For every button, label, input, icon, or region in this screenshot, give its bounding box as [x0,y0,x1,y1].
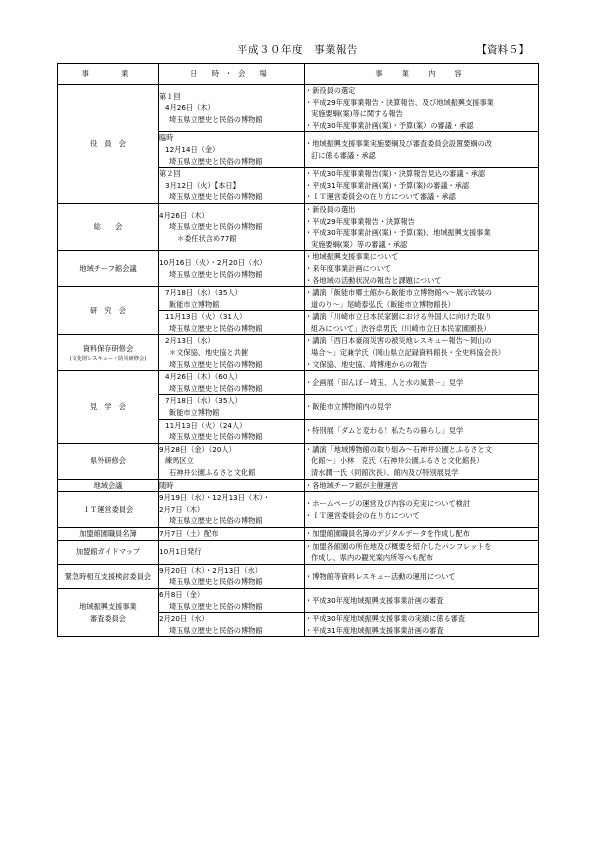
datetime-venue-cell [159,540,305,564]
content-text: ・平成30年度地域振興支援事業の実績に係る審査 [305,614,466,624]
event-name-cell [58,203,159,250]
datetime-line: 埼玉県立歴史と民俗の博物館 [169,601,263,611]
content-bullet [305,120,538,132]
event-name: ＩＴ運営委員会 [82,504,134,514]
content-text: ・ＩＴ運営委員会の在り方について [305,510,420,520]
table-header-row [58,64,539,85]
datetime-line: 2月20日（水） [159,614,209,624]
table-row [58,85,539,132]
content-text: ・文保協、地史協、埼博連からの報告 [305,359,428,369]
content-bullet [305,571,538,583]
content-text: ・地域振興支援事業実施要綱及び審査委員会設置要綱の改 [305,139,492,149]
content-bullet [305,480,538,492]
event-name: 役 員 会 [90,139,126,149]
datetime-venue-cell [159,492,305,528]
content-continuation: 化館～」小林 克氏（石神井公園ふるさと文化館長） [311,456,484,466]
event-name: 地域チーフ館会議 [79,263,137,273]
content-text: ・各地域チーフ館が主催運営 [305,480,399,490]
report-table [57,63,539,637]
datetime-venue-cell [159,371,305,395]
content-bullet [305,444,538,479]
content-text: ・企画展「田んぼ－埼玉、人と水の風景－」見学 [305,378,464,388]
datetime-line: 7月18日（水）（35人） [165,396,242,406]
content-bullet [305,251,538,263]
content-continuation: 訂に係る審議・承認 [311,150,376,160]
event-name-cell [58,527,159,540]
content-bullet [305,85,538,97]
event-name: 県外研修会 [90,456,126,466]
datetime-line: ＊委任状含め77館 [177,233,237,243]
content-cell [305,371,539,395]
content-text: ・各地域の活動状況の報告と課題について [305,275,442,285]
content-bullet [305,227,538,250]
datetime-line: 埼玉県立歴史と民俗の博物館 [169,432,263,442]
content-bullet [305,180,538,192]
datetime-venue-cell [159,335,305,371]
content-bullet [305,311,538,334]
content-bullet [305,541,538,564]
content-text: ・加盟各館園の所在地及び概要を紹介したパンフレットを [305,541,492,551]
event-name-cell [58,479,159,492]
datetime-venue-cell [159,527,305,540]
datetime-line: 埼玉県立歴史と民俗の博物館 [169,156,263,166]
datetime-line: 練馬区立 [165,456,194,466]
content-text: ・ＩＴ運営委員会の在り方について審議・承認 [305,192,456,202]
datetime-line: 随時 [159,480,174,490]
content-text: ・新役員の選出 [305,204,356,214]
datetime-venue-cell [159,443,305,479]
table-row [58,203,539,250]
content-bullet [305,287,538,310]
content-cell [305,419,539,443]
datetime-line: 12月14日（金） [165,144,220,154]
datetime-line: 埼玉県立歴史と民俗の博物館 [169,222,263,232]
content-continuation: 場合～」定兼学氏（岡山県立記録資料館長・全史料協会長） [311,348,506,358]
content-cell [305,132,539,168]
event-name-cell [58,492,159,528]
datetime-line: 石神井公園ふるさと文化館 [169,468,256,477]
content-continuation: 道のり～」尾崎泰弘氏（飯能市立博物館長） [311,299,455,309]
event-name: 緊急時相互支援検討委員会 [64,571,152,581]
datetime-line: 7月18日（水）（35人） [165,288,242,298]
document-label: 【資料５】 [476,44,529,56]
table-row [58,371,539,395]
datetime-venue-cell [159,287,305,311]
content-continuation: 清水潤一氏（同館次長）、館内及び特別展見学 [311,468,459,477]
content-text: ・講演「西日本豪雨災害の被災地レスキュー報告～岡山の [305,336,492,346]
datetime-line: 9月20日（木）・2月13日（水） [159,565,262,575]
table-row [58,540,539,564]
content-cell [305,395,539,419]
event-subtitle: (文化財レスキュー・防災研修会) [69,355,147,362]
column-header-event: 事 業 [58,64,159,85]
datetime-line: 飯能市立博物館 [169,299,220,309]
content-bullet [305,528,538,540]
event-name: 地域会議 [93,480,123,490]
page-title: 平成３０年度 事業報告 [237,44,358,56]
event-name: 総 会 [93,222,123,232]
datetime-line: 3月12日（火）【本日】 [165,180,240,190]
content-cell [305,251,539,287]
datetime-line: 臨時 [159,133,174,143]
datetime-line: 埼玉県立歴史と民俗の博物館 [169,516,263,526]
datetime-venue-cell [159,85,305,132]
table-row [58,527,539,540]
table-row [58,588,539,612]
content-bullet [305,625,538,637]
datetime-line: 2月7日（木） [159,504,205,514]
datetime-line: 埼玉県立歴史と民俗の博物館 [169,577,263,587]
content-bullet [305,275,538,287]
datetime-line: 第２回 [159,169,181,179]
content-text: ・地域振興支援事業について [305,252,399,262]
content-cell [305,527,539,540]
content-bullet [305,498,538,510]
datetime-venue-cell [159,168,305,204]
content-bullet [305,335,538,358]
content-text: ・平成30年度地域振興支援事業計画の審査 [305,595,444,605]
event-name: 見 学 会 [90,402,126,412]
content-continuation: 実施要綱(案)等に関する報告 [311,109,403,119]
event-name-cell [58,564,159,588]
content-bullet [305,204,538,216]
datetime-venue-cell [159,613,305,637]
datetime-line: 埼玉県立歴史と民俗の博物館 [169,323,263,333]
content-bullet [305,377,538,389]
page-header [0,42,595,60]
datetime-line: 2月13日（水） [165,336,215,346]
datetime-line: 6月8日（金） [159,589,205,599]
datetime-line: ＊文保協、地史協と共催 [169,348,249,358]
datetime-venue-cell [159,311,305,335]
datetime-line: 埼玉県立歴史と民俗の博物館 [169,269,263,279]
content-bullet [305,510,538,522]
content-cell [305,492,539,528]
event-name-line: 審査委員会 [90,613,126,623]
datetime-venue-cell [159,479,305,492]
content-cell [305,540,539,564]
content-text: ・平成29年度事業報告・決算報告、及び地域振興支援事業 [305,97,494,107]
event-name: 加盟館ガイドマップ [75,547,141,557]
datetime-venue-cell [159,419,305,443]
content-bullet [305,595,538,607]
datetime-line: 11月13日（火）（24人） [165,420,247,430]
event-name-cell [58,371,159,444]
content-text: ・特別展「ダムと変わる！私たちの暮らし」見学 [305,426,464,436]
content-cell [305,443,539,479]
event-name-cell [58,251,159,287]
datetime-venue-cell [159,395,305,419]
datetime-line: 第１回 [159,91,181,101]
content-bullet [305,359,538,371]
content-cell [305,203,539,250]
table-row [58,564,539,588]
content-text: ・来年度事業計画について [305,263,392,273]
event-name: 研 究 会 [90,305,126,315]
content-bullet [305,216,538,228]
content-bullet [305,263,538,275]
datetime-venue-cell [159,251,305,287]
content-cell [305,588,539,612]
column-header-content: 事 業 内 容 [305,64,539,85]
datetime-line: 4月26日（木） [165,103,215,113]
datetime-line: 埼玉県立歴史と民俗の博物館 [169,359,263,369]
content-bullet [305,425,538,437]
content-cell [305,564,539,588]
content-cell [305,613,539,637]
content-text: ・平成31年度事業計画(案)・予算(案)の審議・承認 [305,180,470,190]
content-text: ・平成30年度事業計画(案)・予算(案）の審議・承認 [305,120,474,130]
event-name-cell [58,287,159,335]
event-name-cell [58,443,159,479]
datetime-venue-cell [159,564,305,588]
content-text: ・博物館等資料レスキュー活動の運用について [305,571,456,581]
table-row [58,492,539,528]
datetime-line: 9月19日（水）・12月13日（木）・ [159,493,271,503]
content-text: ・ホームページの運営及び内容の充実について検討 [305,498,471,508]
content-cell [305,287,539,311]
table-row [58,287,539,311]
datetime-line: 7月7日（土）配布 [159,528,219,538]
table-row [58,251,539,287]
content-continuation: 実施要綱(案）等の審議・承認 [311,239,408,249]
table-row [58,479,539,492]
datetime-line: 埼玉県立歴史と民俗の博物館 [169,383,263,393]
event-name: 資料保存研修会 [82,344,134,354]
datetime-line: 4月26日（木）（60人） [165,372,242,382]
content-bullet [305,191,538,203]
content-continuation: 作成し、県内の観光案内所等へも配布 [311,553,434,563]
content-text: ・講演「地域博物館の取り組み～石神井公園とふるさと文 [305,444,492,454]
content-text: ・平成29年度事業報告・決算報告 [305,216,415,226]
content-bullet [305,97,538,120]
content-text: ・講演「飯能市郷土館から飯能市立博物館へ～展示改装の [305,288,492,298]
datetime-line: 11月13日（火）（31人） [165,312,247,322]
datetime-line: 埼玉県立歴史と民俗の博物館 [169,625,263,635]
event-name-line: 地域振興支援事業 [79,602,137,612]
content-text: ・講演「川崎市立日本民家園における外国人に向けた取り [305,312,492,322]
table-row [58,443,539,479]
content-cell [305,168,539,204]
column-header-datetime: 日 時・会 場 [159,64,305,85]
event-name-cell [58,588,159,636]
report-table-body [58,85,539,637]
event-name-cell [58,335,159,371]
datetime-line: 埼玉県立歴史と民俗の博物館 [169,192,263,202]
datetime-venue-cell [159,203,305,250]
content-cell [305,311,539,335]
content-bullet [305,613,538,625]
datetime-venue-cell [159,588,305,612]
datetime-venue-cell [159,132,305,168]
datetime-line: 飯能市立博物館 [169,408,220,418]
content-cell [305,479,539,492]
content-bullet [305,168,538,180]
datetime-line: 埼玉県立歴史と民俗の博物館 [169,114,263,124]
content-text: ・平成30年度事業計画(案)・予算(案)、地域振興支援事業 [305,228,491,238]
datetime-line: 10月1日発行 [159,547,202,557]
content-cell [305,335,539,371]
content-text: ・平成31年度地域振興支援事業計画の審査 [305,625,444,635]
content-text: ・平成30年度事業報告(案)・決算報告見込の審議・承認 [305,169,486,179]
content-cell [305,85,539,132]
content-text: ・加盟館園職員名簿のデジタルデータを作成し配布 [305,528,470,538]
table-row [58,335,539,371]
content-text: ・新役員の選定 [305,86,356,95]
event-name-cell [58,85,159,204]
datetime-line: 4月26日（木） [159,210,209,220]
content-continuation: 組みについて」渋谷卓男氏（川崎市立日本民家園園長） [311,323,491,333]
content-bullet [305,138,538,161]
event-name-cell [58,540,159,564]
event-name: 加盟館園職員名簿 [79,528,137,538]
content-bullet [305,401,538,413]
datetime-line: 10月16日（火）・2月20日（水） [159,258,267,268]
content-text: ・飯能市立博物館内の見学 [305,402,392,412]
datetime-line: 9月28日（金）（20人） [159,444,236,454]
